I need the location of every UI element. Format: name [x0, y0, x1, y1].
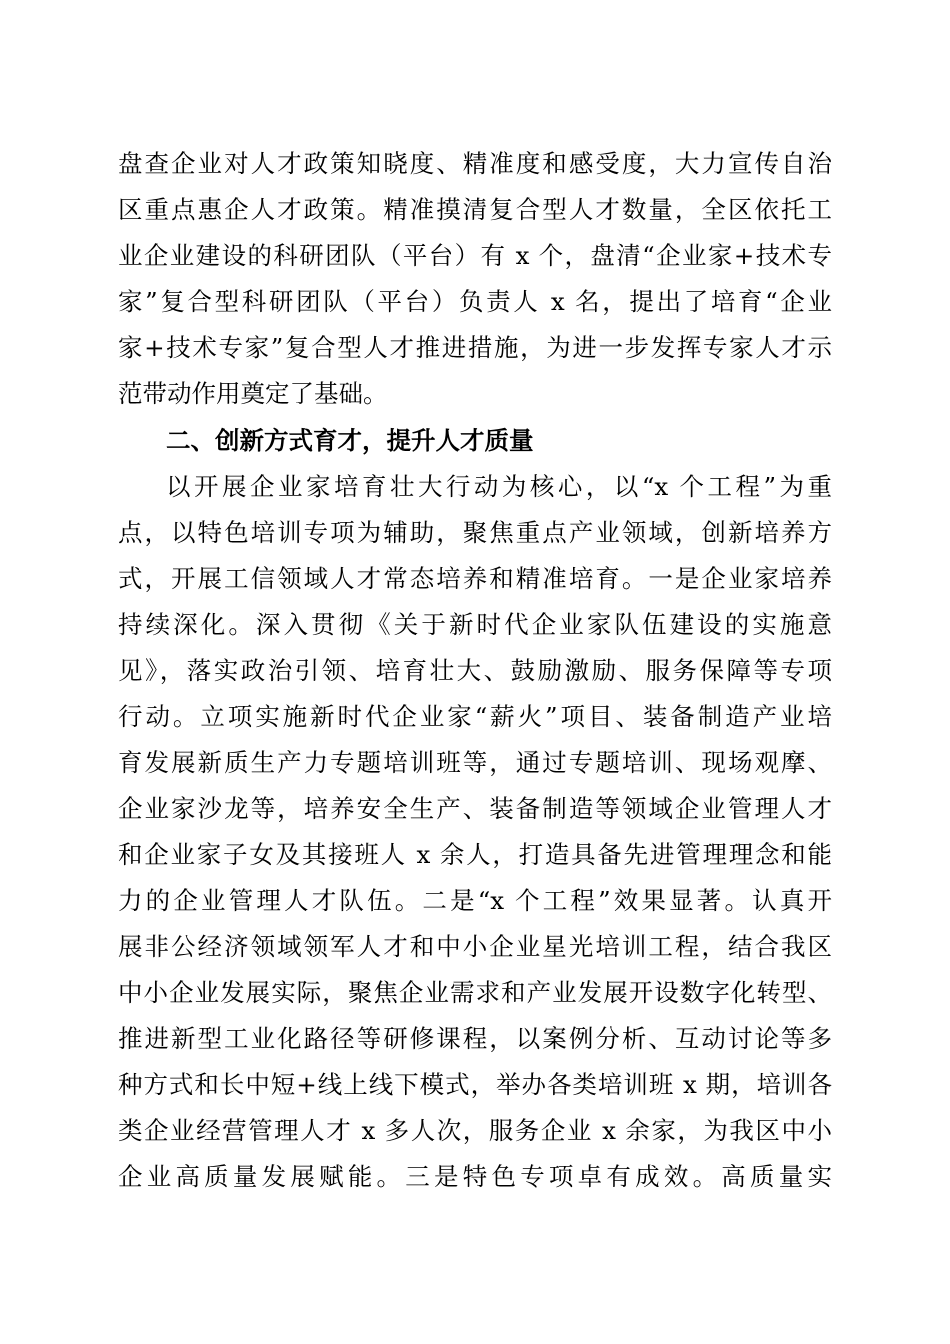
paragraph-line: 点，以特色培训专项为辅助，聚焦重点产业领域，创新培养方: [118, 518, 832, 547]
paragraph-line: 家+技术专家”复合型人才推进措施，为进一步发挥专家人才示: [118, 333, 832, 362]
paragraph-line: 持续深化。深入贯彻《关于新时代企业家队伍建设的实施意: [118, 610, 832, 639]
paragraph-line: 盘查企业对人才政策知晓度、精准度和感受度，大力宣传自治: [118, 149, 832, 178]
paragraph-line: 种方式和长中短+线上线下模式，举办各类培训班 x 期，培训各: [118, 1070, 832, 1099]
paragraph-line: 业企业建设的科研团队（平台）有 x 个，盘清“企业家+技术专: [118, 241, 832, 270]
section-heading: 二、创新方式育才，提升人才质量: [166, 426, 534, 455]
paragraph-line: 家”复合型科研团队（平台）负责人 x 名，提出了培育“企业: [118, 287, 832, 316]
paragraph-line: 力的企业管理人才队伍。二是“x 个工程”效果显著。认真开: [118, 886, 832, 915]
paragraph-line: 推进新型工业化路径等研修课程，以案例分析、互动讨论等多: [118, 1024, 832, 1053]
paragraph-line: 企业高质量发展赋能。三是特色专项卓有成效。高质量实: [118, 1162, 832, 1191]
paragraph-line: 和企业家子女及其接班人 x 余人，打造具备先进管理理念和能: [118, 840, 832, 869]
paragraph-line: 企业家沙龙等，培养安全生产、装备制造等领域企业管理人才: [118, 794, 832, 823]
paragraph-line: 式，开展工信领域人才常态培养和精准培育。一是企业家培养: [118, 564, 832, 593]
paragraph-line: 区重点惠企人才政策。精准摸清复合型人才数量，全区依托工: [118, 195, 832, 224]
paragraph-line: 育发展新质生产力专题培训班等，通过专题培训、现场观摩、: [118, 748, 832, 777]
paragraph-line: 中小企业发展实际，聚焦企业需求和产业发展开设数字化转型、: [118, 978, 832, 1007]
paragraph-line: 以开展企业家培育壮大行动为核心，以“x 个工程”为重: [166, 472, 832, 501]
paragraph-line: 见》，落实政治引领、培育壮大、鼓励激励、服务保障等专项: [118, 656, 832, 685]
paragraph-line: 行动。立项实施新时代企业家“薪火”项目、装备制造产业培: [118, 702, 832, 731]
paragraph-line: 展非公经济领域领军人才和中小企业星光培训工程，结合我区: [118, 932, 832, 961]
paragraph-line: 范带动作用奠定了基础。: [118, 379, 388, 408]
paragraph-line: 类企业经营管理人才 x 多人次，服务企业 x 余家，为我区中小: [118, 1116, 832, 1145]
